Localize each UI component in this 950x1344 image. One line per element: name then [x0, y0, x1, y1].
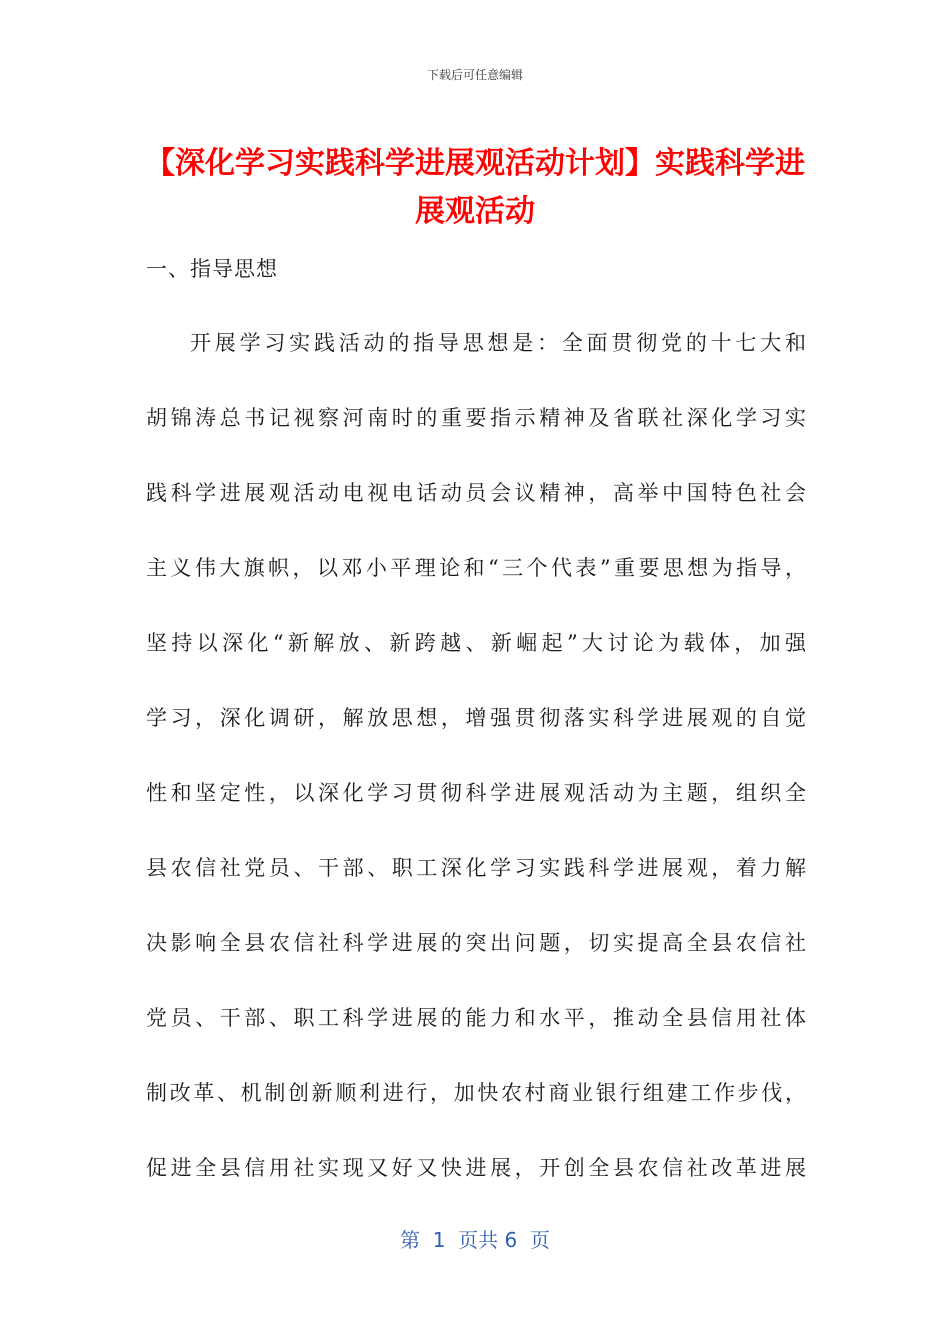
body-line: 制改革、机制创新顺利进行，加快农村商业银行组建工作步伐，	[146, 1081, 806, 1105]
body-line: 决影响全县农信社科学进展的突出问题，切实提高全县农信社	[146, 931, 806, 955]
section-heading: 一、指导思想	[146, 257, 278, 281]
body-line: 开展学习实践活动的指导思想是：全面贯彻党的十七大和	[190, 331, 806, 355]
body-paragraph	[146, 325, 806, 1225]
body-line: 主义伟大旗帜，以邓小平理论和“三个代表”重要思想为指导，	[146, 556, 806, 580]
page-header: 下载后可任意编辑	[426, 68, 523, 82]
page-number-footer: 第 1 页共 6 页	[400, 1228, 550, 1252]
body-line: 坚持以深化“新解放、新跨越、新崛起”大讨论为载体，加强	[146, 631, 806, 655]
body-line: 促进全县信用社实现又好又快进展，开创全县农信社改革进展	[146, 1156, 806, 1180]
body-line: 胡锦涛总书记视察河南时的重要指示精神及省联社深化学习实	[146, 406, 806, 430]
body-line: 党员、干部、职工科学进展的能力和水平，推动全县信用社体	[146, 1006, 806, 1030]
body-line: 性和坚定性，以深化学习贯彻科学进展观活动为主题，组织全	[146, 781, 806, 805]
body-line: 学习，深化调研，解放思想，增强贯彻落实科学进展观的自觉	[146, 706, 806, 730]
body-line: 践科学进展观活动电视电话动员会议精神，高举中国特色社会	[146, 481, 806, 505]
document-title: 【深化学习实践科学进展观活动计划】实践科学进展观活动	[145, 146, 805, 229]
body-line: 县农信社党员、干部、职工深化学习实践科学进展观，着力解	[146, 856, 806, 880]
